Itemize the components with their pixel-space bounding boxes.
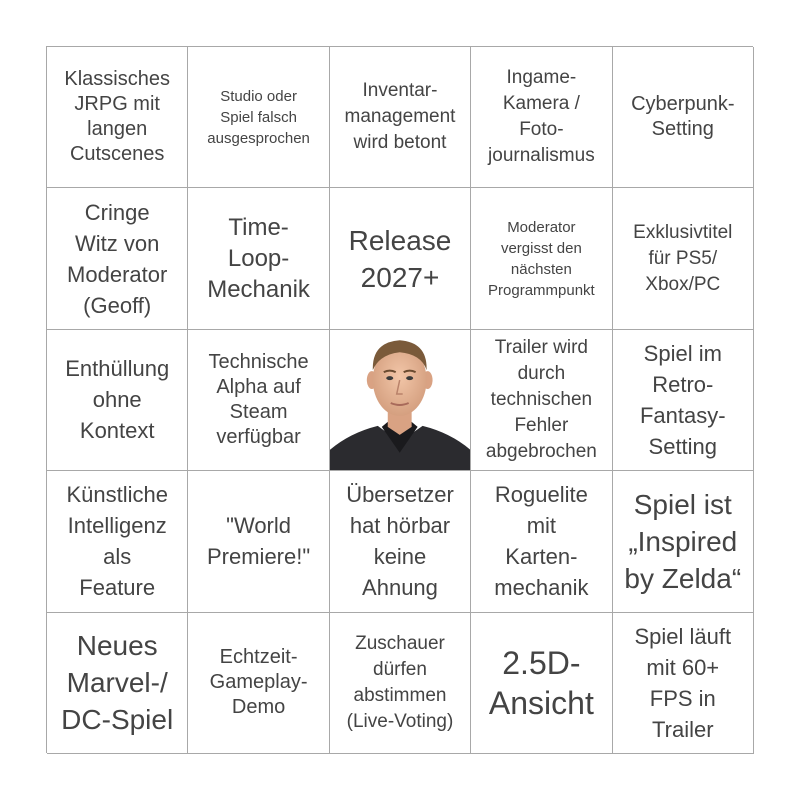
bingo-cell[interactable] [471, 188, 612, 329]
bingo-cell[interactable] [188, 330, 329, 471]
bingo-cell[interactable] [330, 471, 471, 612]
cell-text: 2.5D- Ansicht [488, 644, 594, 721]
cell-text: Spiel ist „Inspired by Zelda“ [624, 488, 742, 594]
cell-text: Künstliche Intelligenz als Feature [66, 482, 168, 601]
cell-text: Studio oder Spiel falsch ausgesprochen [207, 87, 310, 147]
bingo-cell[interactable] [47, 188, 188, 329]
bingo-cell[interactable] [47, 471, 188, 612]
free-space-cell[interactable] [330, 330, 471, 471]
bingo-cell[interactable] [47, 47, 188, 188]
bingo-cell[interactable] [188, 471, 329, 612]
cell-text: "World Premiere!" [207, 513, 311, 570]
cell-text: Trailer wird durch technischen Fehler abgebrochen [485, 336, 597, 462]
cell-text: Echtzeit- Gameplay- Demo [209, 646, 308, 719]
cell-text: Neues Marvel-/ DC-Spiel [61, 630, 174, 736]
cell-text: Inventar- management wird betont [344, 80, 456, 154]
bingo-cell[interactable] [613, 188, 754, 329]
bingo-cell[interactable] [471, 47, 612, 188]
cell-text: Ingame- Kamera / Foto- journalismus [488, 67, 595, 167]
bingo-cell[interactable] [188, 613, 329, 754]
bingo-cell[interactable] [471, 471, 612, 612]
bingo-cell[interactable] [330, 613, 471, 754]
bingo-cell[interactable] [613, 613, 754, 754]
cell-text: Cringe Witz von Moderator (Geoff) [67, 199, 168, 318]
cell-text: Spiel läuft mit 60+ FPS in Trailer [634, 623, 732, 742]
bingo-cell[interactable] [188, 47, 329, 188]
cell-text: Enthüllung ohne Kontext [65, 356, 170, 444]
cell-text: Exklusivtitel für PS5/ Xbox/PC [633, 221, 733, 295]
cell-text: Technische Alpha auf Steam verfügbar [208, 350, 309, 448]
bingo-cell[interactable] [613, 330, 754, 471]
bingo-board [46, 46, 753, 753]
cell-text: Übersetzer hat hörbar keine Ahnung [346, 482, 454, 601]
cell-text: Zuschauer dürfen abstimmen (Live-Voting) [346, 632, 454, 732]
cell-text: Moderator vergisst den nächsten Programmpunkt [488, 218, 595, 299]
cell-text: Klassisches JRPG mit langen Cutscenes [64, 68, 170, 166]
bingo-cell[interactable] [613, 471, 754, 612]
cell-text: Roguelite mit Karten- mechanik [494, 482, 589, 601]
cell-text: Time- Loop- Mechanik [207, 214, 310, 304]
bingo-cell[interactable] [188, 188, 329, 329]
cell-text: Cyberpunk- Setting [631, 93, 735, 141]
cell-text: Spiel im Retro- Fantasy- Setting [639, 340, 726, 459]
bingo-cell[interactable] [47, 613, 188, 754]
bingo-cell[interactable] [613, 47, 754, 188]
bingo-cell[interactable] [471, 613, 612, 754]
bingo-cell[interactable] [330, 188, 471, 329]
cell-text: Release 2027+ [348, 224, 452, 293]
bingo-cell[interactable] [47, 330, 188, 471]
bingo-cell[interactable] [330, 47, 471, 188]
bingo-cell[interactable] [471, 330, 612, 471]
host-portrait-icon [330, 330, 470, 471]
